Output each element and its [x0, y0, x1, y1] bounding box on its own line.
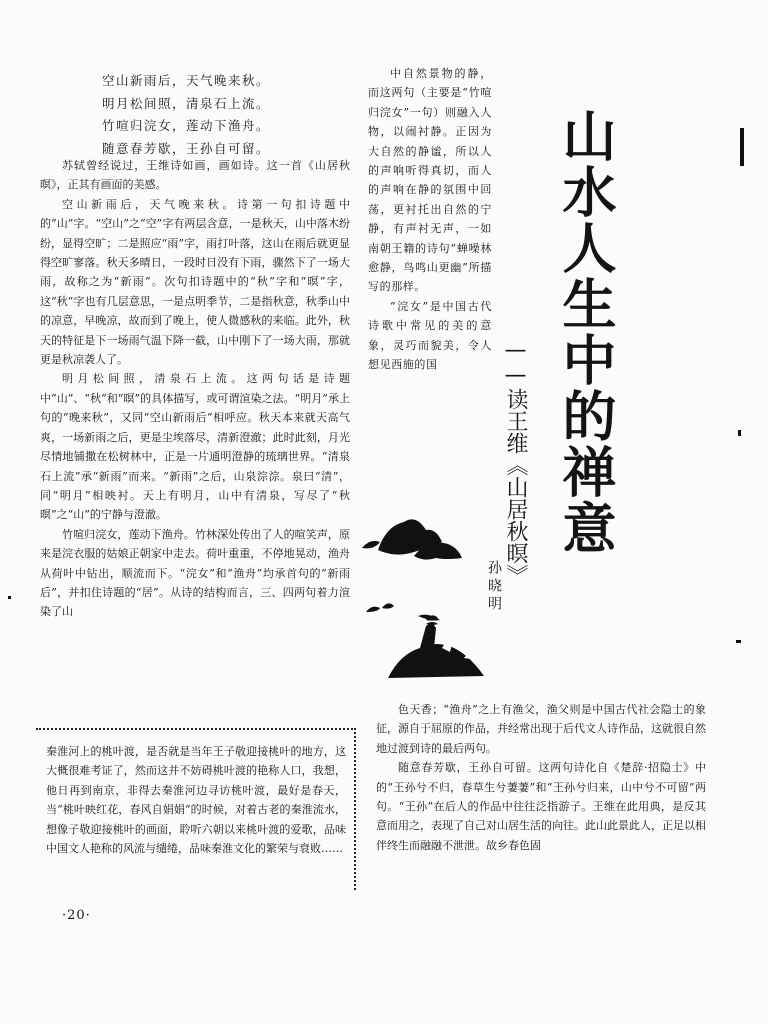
paragraph: 中自然景物的静，而这两句（主要是“竹喧归浣女”一句）则融入人物，以闹衬静。正因为大自然的静谧，所以人的声响听得真切，而人的声响在静的氛围中回荡，更衬托出自然的宁静，有声衬无声，一如南朝王籍的诗句“蝉噪林愈静，鸟鸣山更幽”所描写的那样。: [368, 67, 492, 294]
paragraph: 苏轼曾经说过，王维诗如画，画如诗。这一首《山居秋暝》，正其有画面的美感。: [40, 159, 350, 192]
edge-mark: [740, 128, 744, 166]
middle-column: [368, 64, 492, 498]
author-name: 孙晓明: [486, 560, 502, 614]
paragraph: 色天香；“渔舟”之上有渔父，渔父则是中国古代社会隐士的象征，源自于屈原的作品，并经常出现于后代文人诗作品，这就很自然地过渡到诗的最后两句。: [376, 703, 706, 755]
paragraph: 随意春芳歇，王孙自可留。这两句诗化自《楚辞·招隐士》中的“王孙兮不归，春草生兮萋萋”和“王孙兮归来，山中兮不可留”两句。“王孙”在后人的作品中往往泛指游子。王维在此用典，是反其意而用之，表现了自己对山居生活的向往。此山此景此人，正足以相伴终生而融融不泄泄。故乡春色固: [376, 761, 706, 852]
poem-line: 竹喧归浣女，莲动下渔舟。: [102, 118, 271, 133]
page-number: ·20·: [62, 908, 91, 923]
article-title: 山水人生中的禅意: [554, 108, 617, 556]
paragraph: 竹喧归浣女，莲动下渔舟。竹林深处传出了人的喧笑声，原来是浣衣服的姑娘正朝家中走去。荷叶重重，不停地晃动，渔舟从荷叶中钻出，顺流而下。“浣女”和“渔舟”均承首句的“新雨后”，并扣住诗题的“居”。从诗的结构而言，三、四两句着力渲染了山: [40, 527, 350, 619]
poem-line: 随意春芳歇，王孙自可留。: [102, 140, 271, 156]
poem-line: 明月松间照，清泉石上流。: [102, 95, 271, 111]
article-subtitle: ——读王维《山居秋暝》: [503, 338, 528, 586]
edge-mark: [736, 640, 741, 643]
edge-mark: [8, 596, 11, 599]
paragraph: 明月松间照，清泉石上流。这两句话是诗题中“山”、“秋”和“暝”的具体描写，或可谓渲染之法。“明月”承上句的“晚来秋”，又同“空山新雨后”相呼应。秋天本来就天高气爽，一场新雨之后，更是尘埃落尽，清新澄澈；此时此刻，月光尽情地铺撒在松树林中，正是一片通明澄静的琉璃世界。“清泉石上流”承“新雨”而来。“新雨”之后，山泉淙淙。泉曰“清”，同“明月”相映衬。天上有明月，山中有清泉，写尽了“秋暝”之“山”的宁静与澄澈。: [40, 372, 350, 522]
paragraph: “浣女”是中国古代诗歌中常见的美的意象，灵巧而貌美，令人想见西施的国: [368, 299, 492, 372]
landscape-illustration: [356, 508, 496, 683]
left-column: [40, 156, 350, 716]
poem-block: [102, 70, 332, 160]
right-column: [376, 700, 706, 855]
paragraph: 空山新雨后，天气晚来秋。诗第一句扣诗题中的“山”字。“空山”之“空”字有两层含意，一是秋天，山中落木纷纷，显得空旷；二是照应“雨”字，雨打叶落，这山在雨后就更显得空旷寥落。秋天多晴日，一段时日没有下雨，骤然下了一场大雨，故称之为“新雨”。次句扣诗题中的“秋”字和“暝”字，这“秋”字也有几层意思，一是点明季节，二是指秋意，秋季山中的凉意，早晚凉，故而到了晚上，使人微感秋的来临。此外，秋天的特征是下一场雨气温下降一截，山中刚下了一场大雨，那就更是秋凉袭人了。: [40, 197, 350, 367]
sidebar-box-text: 秦淮河上的桃叶渡，是否就是当年王子敬迎接桃叶的地方，这大概很难考证了，然而这并不妨碍桃叶渡的艳称人口，我想，他日再到南京，非得去秦淮河边寻访桃叶渡，最好是春天，当“桃叶映红花，春风自娟娟”的时候，对着古老的秦淮流水，想像子敬迎接桃叶的画面，聆听六朝以来桃叶渡的爱歌，品味中国文人艳称的风流与缱绻，品味秦淮文化的繁荣与衰败……: [46, 745, 346, 856]
poem-line: 空山新雨后，天气晚来秋。: [102, 73, 271, 88]
edge-mark: [738, 430, 741, 436]
